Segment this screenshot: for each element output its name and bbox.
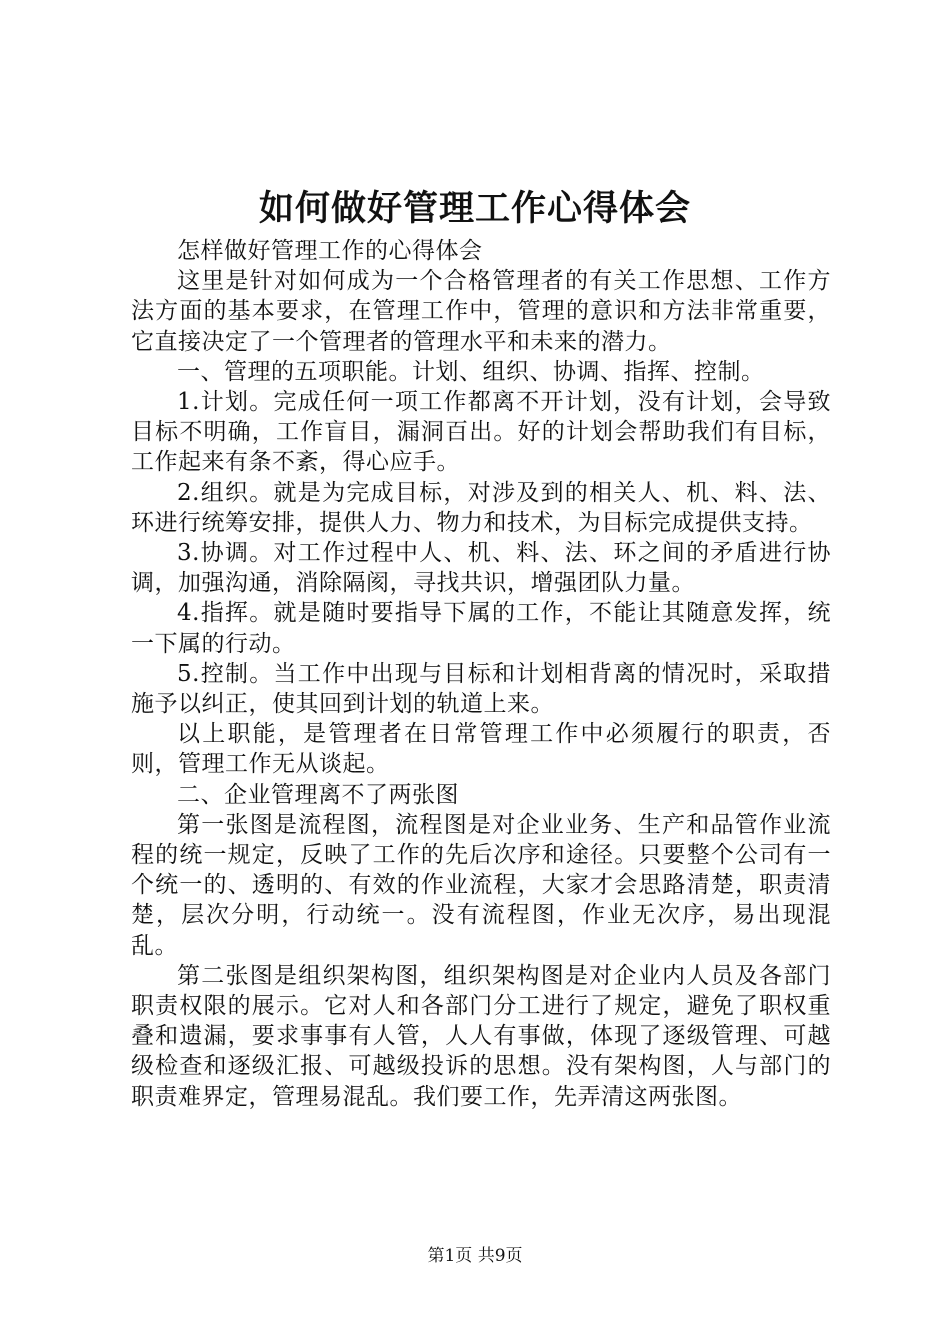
paragraph-subtitle: 怎样做好管理工作的心得体会	[177, 238, 483, 264]
page-footer: 第1页 共9页	[427, 1246, 523, 1266]
paragraph-controlling: 5.控制。当工作中出现与目标和计划相背离的情况时，采取措施予以纠正，使其回到计划的轨道上来。	[131, 660, 831, 718]
section-heading-two-charts: 二、企业管理离不了两张图	[177, 781, 459, 808]
document-body	[131, 236, 831, 1112]
paragraph-flowchart: 第一张图是流程图，流程图是对企业业务、生产和品管作业流程的统一规定，反映了工作的先后次序和途径。只要整个公司有一个统一的、透明的、有效的作业流程，大家才会思路清楚，职责清楚，层次分明，行动统一。没有流程图，作业无次序，易出现混乱。	[131, 811, 831, 959]
paragraph-intro: 这里是针对如何成为一个合格管理者的有关工作思想、工作方法方面的基本要求，在管理工作中，管理的意识和方法非常重要，它直接决定了一个管理者的管理水平和未来的潜力。	[131, 268, 831, 355]
section-heading-five-functions: 一、管理的五项职能。计划、组织、协调、指挥、控制。	[177, 358, 765, 385]
paragraph-coordinating: 3.协调。对工作过程中人、机、料、法、环之间的矛盾进行协调，加强沟通，消除隔阂，寻找共识，增强团队力量。	[131, 540, 831, 597]
document-title: 如何做好管理工作心得体会	[258, 188, 691, 229]
paragraph-org-chart: 第二张图是组织架构图，组织架构图是对企业内人员及各部门职责权限的展示。它对人和各部门分工进行了规定，避免了职权重叠和遗漏，要求事事有人管，人人有事做，体现了逐级管理、可越级检查和逐级汇报、可越级投诉的思想。没有架构图，人与部门的职责难界定，管理易混乱。我们要工作，先弄清这两张图。	[131, 962, 831, 1110]
paragraph-directing: 4.指挥。就是随时要指导下属的工作，不能让其随意发挥，统一下属的行动。	[131, 600, 831, 657]
paragraph-organizing: 2.组织。就是为完成目标，对涉及到的相关人、机、料、法、环进行统筹安排，提供人力、物力和技术，为目标完成提供支持。	[131, 479, 831, 536]
paragraph-summary: 以上职能，是管理者在日常管理工作中必须履行的职责，否则，管理工作无从谈起。	[131, 721, 831, 778]
paragraph-planning: 1.计划。完成任何一项工作都离不开计划，没有计划，会导致目标不明确，工作盲目，漏洞百出。好的计划会帮助我们有目标，工作起来有条不紊，得心应手。	[131, 389, 831, 476]
